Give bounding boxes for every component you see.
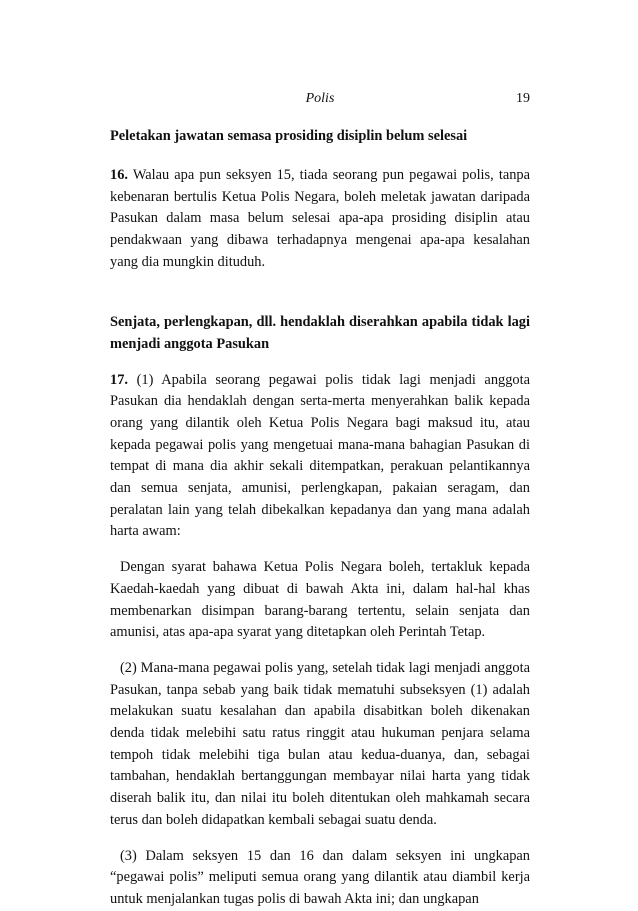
section-17-number: 17. [110,371,128,388]
section-17-subsection-1-text: (1) Apabila seorang pegawai polis tidak lagi menjadi anggota Pasukan dia hendaklah dengan serta-merta menyerahkan balik kepada orang yang dilantik oleh Ketua Polis Negara bagi maksud itu, atau kepada pegawai polis yang mengetuai mana-mana bahagian Pasukan di tempat di mana dia akhir sekali ditempatkan, perakuan pelantikannya dan semua senjata, amunisi, perlengkapan, pakaian seragam, dan peralatan lain yang telah dibekalkan kepadanya dan yang mana adalah harta awam: [110,371,530,540]
page-number: 19 [516,91,530,106]
section-16-text: Walau apa pun seksyen 15, tiada seorang pun pegawai polis, tanpa kebenaran bertulis Ketua Polis Negara, boleh meletak jawatan daripada Pasukan dalam masa belum selesai apa-apa prosiding disiplin atau pendakwaan yang dibawa terhadapnya mengenai apa-apa kesalahan yang dia mungkin dituduh. [110,167,530,270]
running-header [110,89,530,109]
section-17-subsection-2-text: (2) Mana-mana pegawai polis yang, setelah tidak lagi menjadi anggota Pasukan, tanpa sebab yang baik tidak mematuhi subseksyen (1) adalah melakukan suatu kesalahan dan apabila disabitkan boleh dikenakan denda tidak melebihi satu ratus ringgit atau hukuman penjara selama tempoh tidak melebihi tiga bulan atau kedua-duanya, dan, sebagai tambahan, hendaklah bertanggungan membayar nilai harta yang tidak diserah balik itu, dan nilai itu boleh ditentukan oleh mahkamah secara terus dan boleh didapatkan kembali sebagai suatu denda. [110,659,530,828]
section-16-number: 16. [110,167,128,183]
section-16-heading: Peletakan jawatan semasa prosiding disiplin belum selesai [110,128,468,144]
section-17-proviso [110,557,530,644]
section-17-subsection-3-text: (3) Dalam seksyen 15 dan 16 dan dalam seksyen ini ungkapan “pegawai polis” meliputi semua orang yang dilantik atau diambil kerja untuk menjalankan tugas polis di bawah Akta ini; dan ungkapan [110,847,530,907]
document-page [110,89,530,911]
section-17-heading: Senjata, perlengkapan, dll. hendaklah diserahkan apabila tidak lagi menjadi anggota Pasukan [110,313,530,352]
section-17-subsection-1 [110,370,530,544]
section-16-body [110,165,530,274]
section-17-proviso-text: Dengan syarat bahawa Ketua Polis Negara boleh, tertakluk kepada Kaedah-kaedah yang dibuat di bawah Akta ini, dalam hal-hal khas membenarkan disimpan barang-barang tertentu, selain senjata dan amunisi, atas apa-apa syarat yang ditetapkan oleh Perintah Tetap. [110,559,530,641]
running-title: Polis [305,91,335,106]
section-17-subsection-2 [110,658,530,832]
